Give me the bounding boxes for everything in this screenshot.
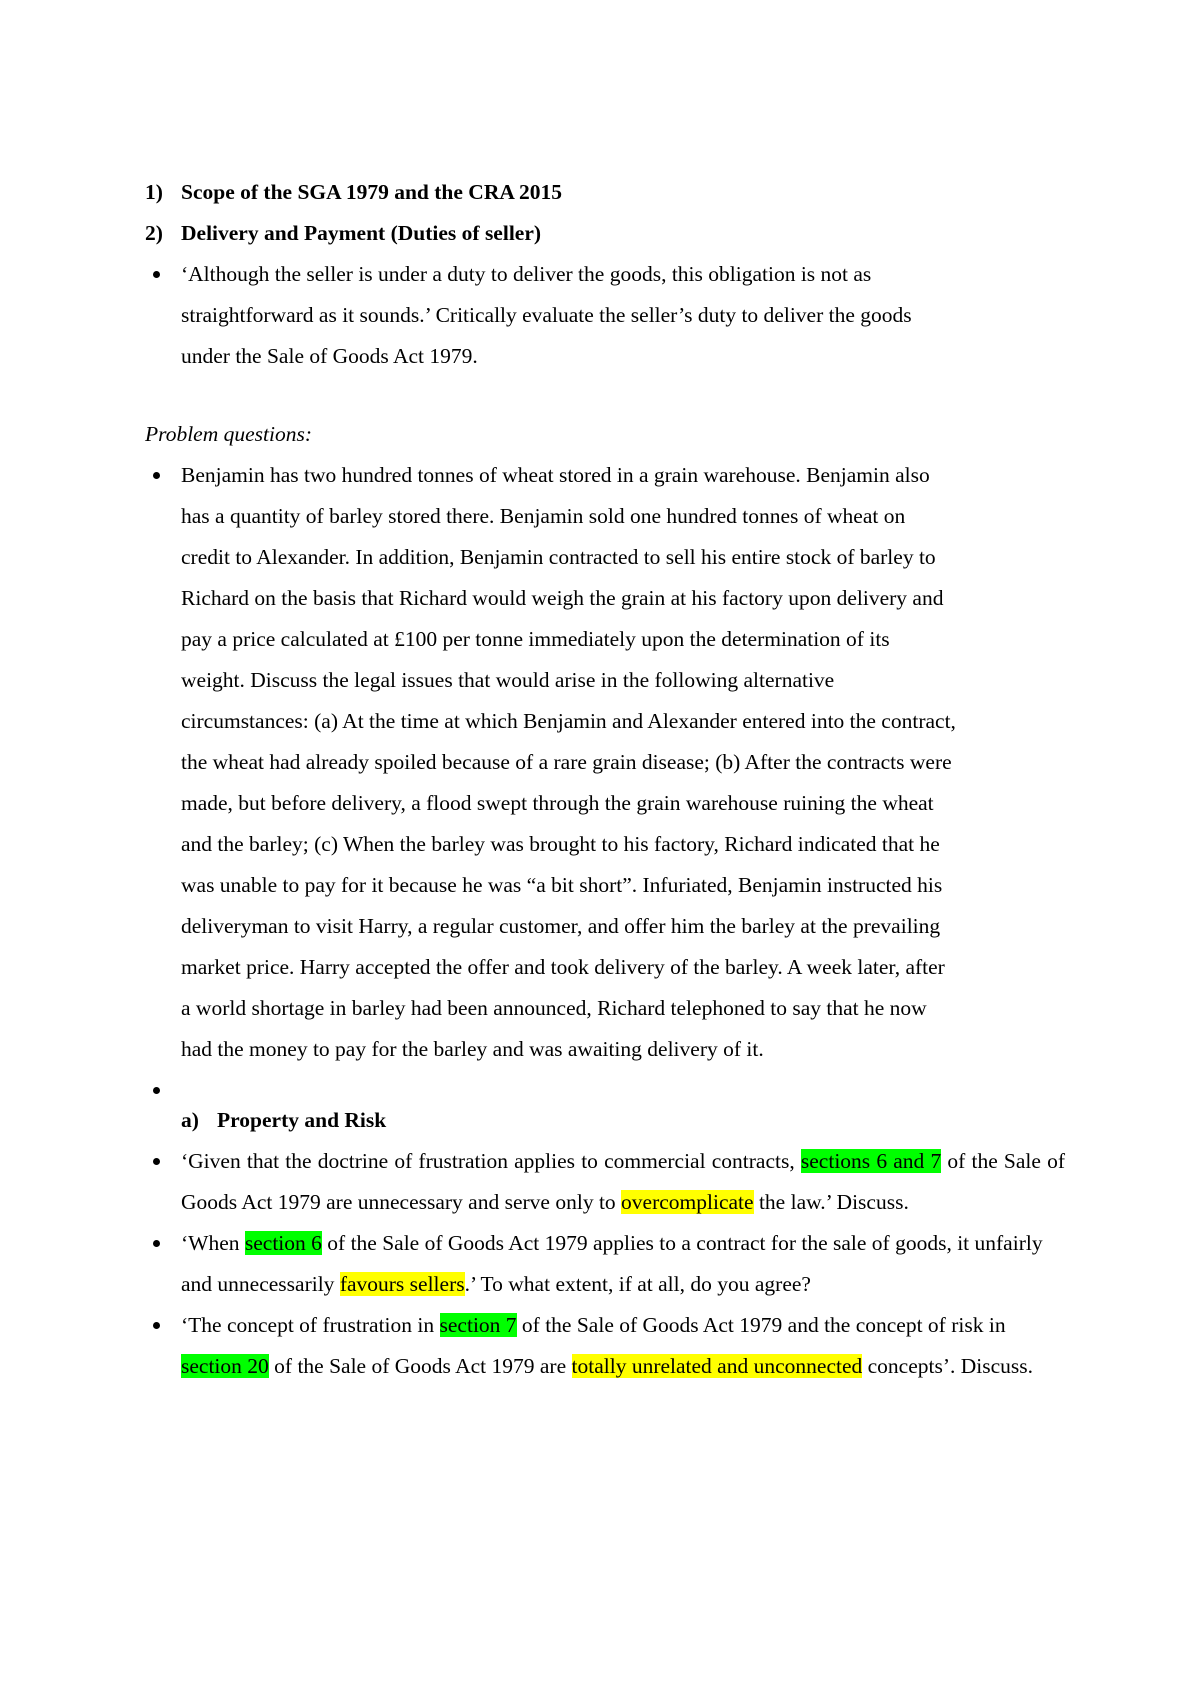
problem-question-text: Benjamin has two hundred tonnes of wheat stored in a grain warehouse. Benjamin also has a quantity of barley stored there. Benjamin sold one hundred tonnes of wheat on credit to Alexander. In addition, Benjamin contracted to sell his entire stock of barley to Richard on the basis that Richard would weigh the grain at his factory upon delivery and pay a price calculated at £100 per tonne immediately upon the determination of its weight. Discuss the legal issues that would arise in the following alternative circumstances: (a) At the time at which Benjamin and Alexander entered into the contract, the wheat had already spoiled because of a rare grain disease; (b) After the contracts were made, but before delivery, a flood swept through the grain warehouse ruining the wheat and the barley; (c) When the barley was brought to his factory, Richard indicated that he was unable to pay for it because he was “a bit short”. Infuriated, Benjamin instructed his deliveryman to visit Harry, a regular customer, and offer him the barley at the prevailing market price. Harry accepted the offer and took delivery of the barley. A week later, after a world shortage in barley had been announced, Richard telephoned to say that he now had the money to pay for the barley and was awaiting delivery of it.	[181, 463, 956, 1061]
highlight-yellow: totally unrelated and unconnected	[571, 1354, 863, 1378]
bullet-section7-question	[145, 1305, 1065, 1387]
bullet-icon	[145, 1223, 181, 1305]
bullet-icon	[145, 455, 181, 1070]
subheading-property-risk	[181, 1100, 1065, 1141]
heading-delivery-payment: Delivery and Payment (Duties of seller)	[181, 221, 542, 245]
highlight-yellow: overcomplicate	[621, 1190, 754, 1214]
highlight-green: section 20	[181, 1354, 269, 1378]
bullet-icon	[145, 1141, 181, 1223]
highlight-yellow: favours sellers	[339, 1272, 465, 1296]
numbered-item-2	[145, 213, 1065, 254]
section7-question-text: ‘The concept of frustration in section 7 of the Sale of Goods Act 1979 and the concept of risk in section 20 of the Sale of Goods Act 1979 are totally unrelated and unconnected concepts’. Discuss.	[181, 1313, 1034, 1378]
bullet-icon	[145, 254, 181, 377]
delivery-question-text: ‘Although the seller is under a duty to deliver the goods, this obligation is not as straightforward as it sounds.’ Critically evaluate the seller’s duty to deliver the goods under the Sale of Goods Act 1979.	[181, 262, 912, 368]
frustration-question-text: ‘Given that the doctrine of frustration applies to commercial contracts, sections 6 and 7 of the Sale of Goods Act 1979 are unnecessary and serve only to overcomplicate the law.’ Discuss.	[181, 1149, 1065, 1214]
highlight-green: sections 6 and 7	[800, 1149, 942, 1173]
highlight-green: section 7	[439, 1313, 517, 1337]
numbered-item-1	[145, 172, 1065, 213]
heading-scope: Scope of the SGA 1979 and the CRA 2015	[181, 180, 563, 204]
bullet-delivery-question	[145, 254, 1065, 377]
highlight-green: section 6	[244, 1231, 322, 1255]
list-marker: 1)	[145, 180, 163, 204]
subheading-text: Property and Risk	[217, 1108, 387, 1132]
list-marker: 2)	[145, 221, 163, 245]
bullet-section6-question	[145, 1223, 1065, 1305]
bullet-icon	[145, 1305, 181, 1387]
section6-question-text: ‘When section 6 of the Sale of Goods Act 1979 applies to a contract for the sale of goods, it unfairly and unnecessarily favours sellers.’ To what extent, if at all, do you agree?	[181, 1231, 1043, 1296]
problem-questions-heading: Problem questions:	[145, 422, 313, 446]
list-marker: a)	[181, 1108, 199, 1132]
bullet-problem-question	[145, 455, 1065, 1070]
bullet-frustration-question	[145, 1141, 1065, 1223]
document-body	[145, 172, 1065, 1387]
